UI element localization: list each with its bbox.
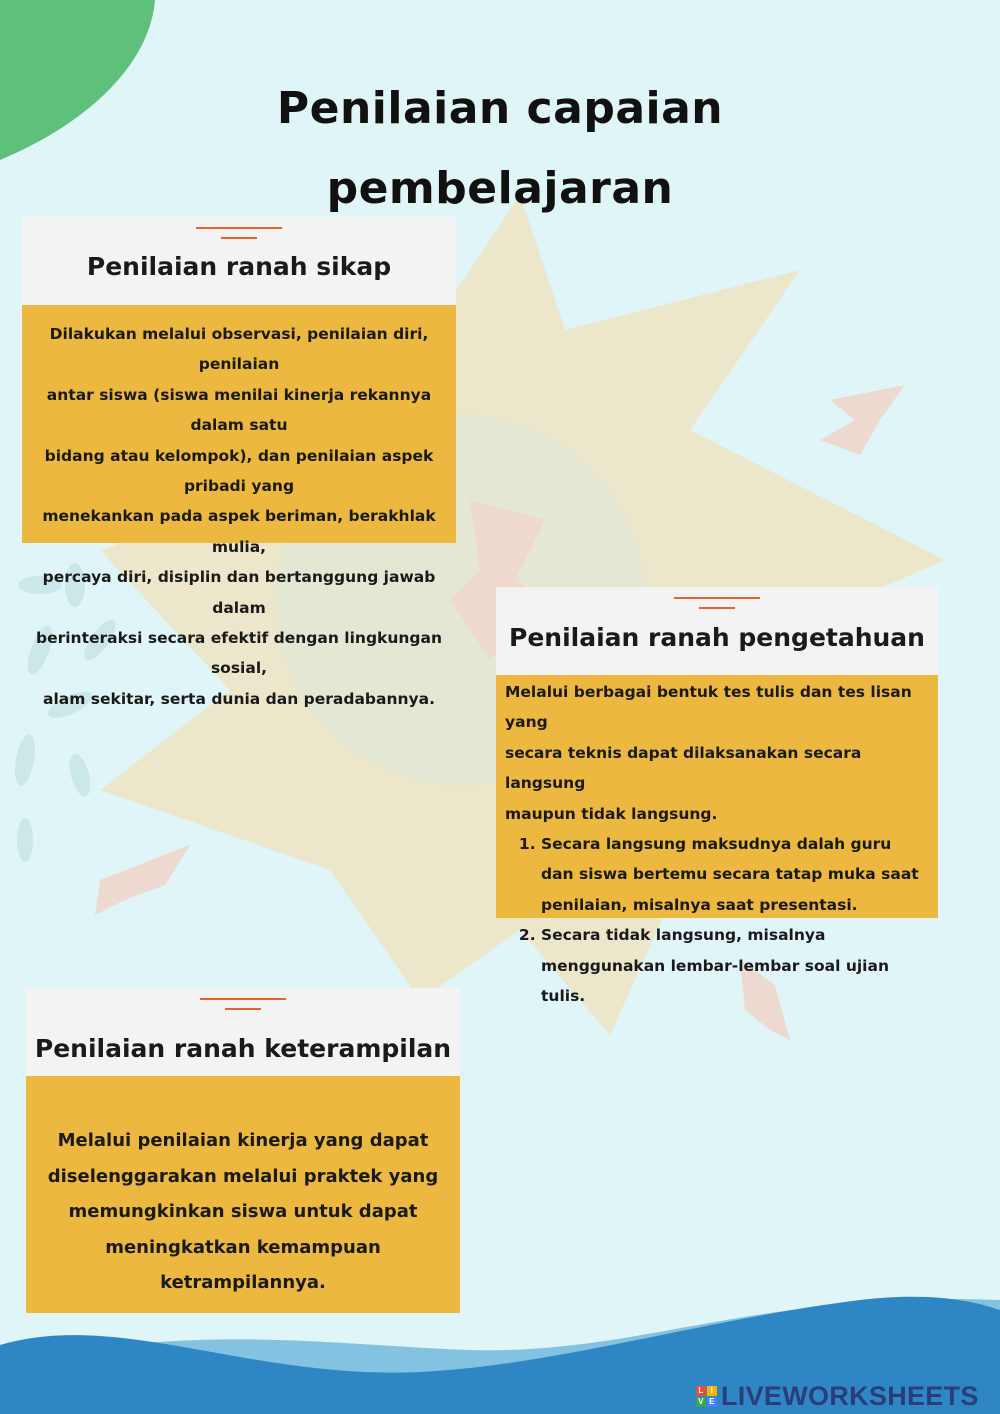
card-sikap-header — [22, 217, 456, 305]
card-keterampilan-line: meningkatkan kemampuan ketrampilannya. — [105, 1236, 381, 1294]
card-sikap-line: berinteraksi secara efektif dengan lingkungan sosial, — [35, 629, 443, 678]
card-sikap-line: antar siswa (siswa menilai kinerja rekannya dalam satu — [46, 385, 432, 435]
liveworksheets-logo-link[interactable] — [696, 1378, 979, 1414]
liveworksheets-wordmark: LIVEWORKSHEETS — [721, 1380, 979, 1411]
card-sikap-line: menekankan pada aspek beriman, berakhlak mulia, — [42, 507, 436, 556]
list-item: 2. Secara tidak langsung, misalnya menggunakan lembar-lembar soal ujian tulis. — [541, 920, 926, 1011]
card-pengetahuan-body — [496, 675, 938, 1006]
header-accent-lines — [674, 597, 760, 609]
logo-letter: V — [696, 1397, 706, 1407]
card-pengetahuan — [496, 587, 938, 1006]
card-sikap-body — [22, 305, 456, 708]
logo-letter: E — [707, 1397, 717, 1407]
page-title — [200, 69, 800, 229]
card-keterampilan-line: Melalui penilaian kinerja yang dapat — [57, 1130, 429, 1151]
card-sikap-line: percaya diri, disiplin dan bertanggung jawab dalam — [42, 568, 436, 617]
card-keterampilan-body — [26, 1076, 460, 1313]
card-pengetahuan-title: Penilaian ranah pengetahuan — [509, 623, 925, 652]
card-keterampilan — [26, 988, 460, 1313]
card-pengetahuan-line: secara teknis dapat dilaksanakan secara langsung — [505, 743, 862, 793]
green-corner-shape — [0, 0, 155, 160]
card-sikap-line: alam sekitar, serta dunia dan peradabannya. — [43, 689, 435, 708]
card-pengetahuan-list — [505, 829, 926, 1011]
card-pengetahuan-line: Melalui berbagai bentuk tes tulis dan tes lisan yang — [505, 683, 912, 732]
card-sikap-title: Penilaian ranah sikap — [86, 252, 392, 281]
logo-letter: I — [707, 1386, 717, 1396]
card-keterampilan-line: memungkinkan siswa untuk dapat — [68, 1201, 418, 1223]
header-accent-lines — [200, 998, 286, 1010]
header-accent-lines — [196, 227, 282, 239]
card-pengetahuan-header — [496, 587, 938, 675]
page-title-line-1: Penilaian capaian — [276, 83, 724, 135]
logo-letter: L — [696, 1386, 706, 1396]
card-sikap-line: bidang atau kelompok), dan penilaian aspek pribadi yang — [44, 446, 434, 496]
card-pengetahuan-line: maupun tidak langsung. — [505, 804, 718, 823]
card-sikap-line: Dilakukan melalui observasi, penilaian diri, penilaian — [49, 325, 429, 374]
card-keterampilan-header — [26, 988, 460, 1076]
card-sikap — [22, 217, 456, 708]
liveworksheets-logo-icon — [696, 1386, 717, 1407]
list-item: 1. Secara langsung maksudnya dalah guru dan siswa bertemu secara tatap muka saat penilaian, misalnya saat presentasi. — [541, 829, 926, 920]
card-keterampilan-title: Penilaian ranah keterampilan — [34, 1034, 452, 1063]
page-title-line-2: pembelajaran — [326, 163, 674, 215]
card-keterampilan-line: diselenggarakan melalui praktek yang — [47, 1165, 439, 1187]
